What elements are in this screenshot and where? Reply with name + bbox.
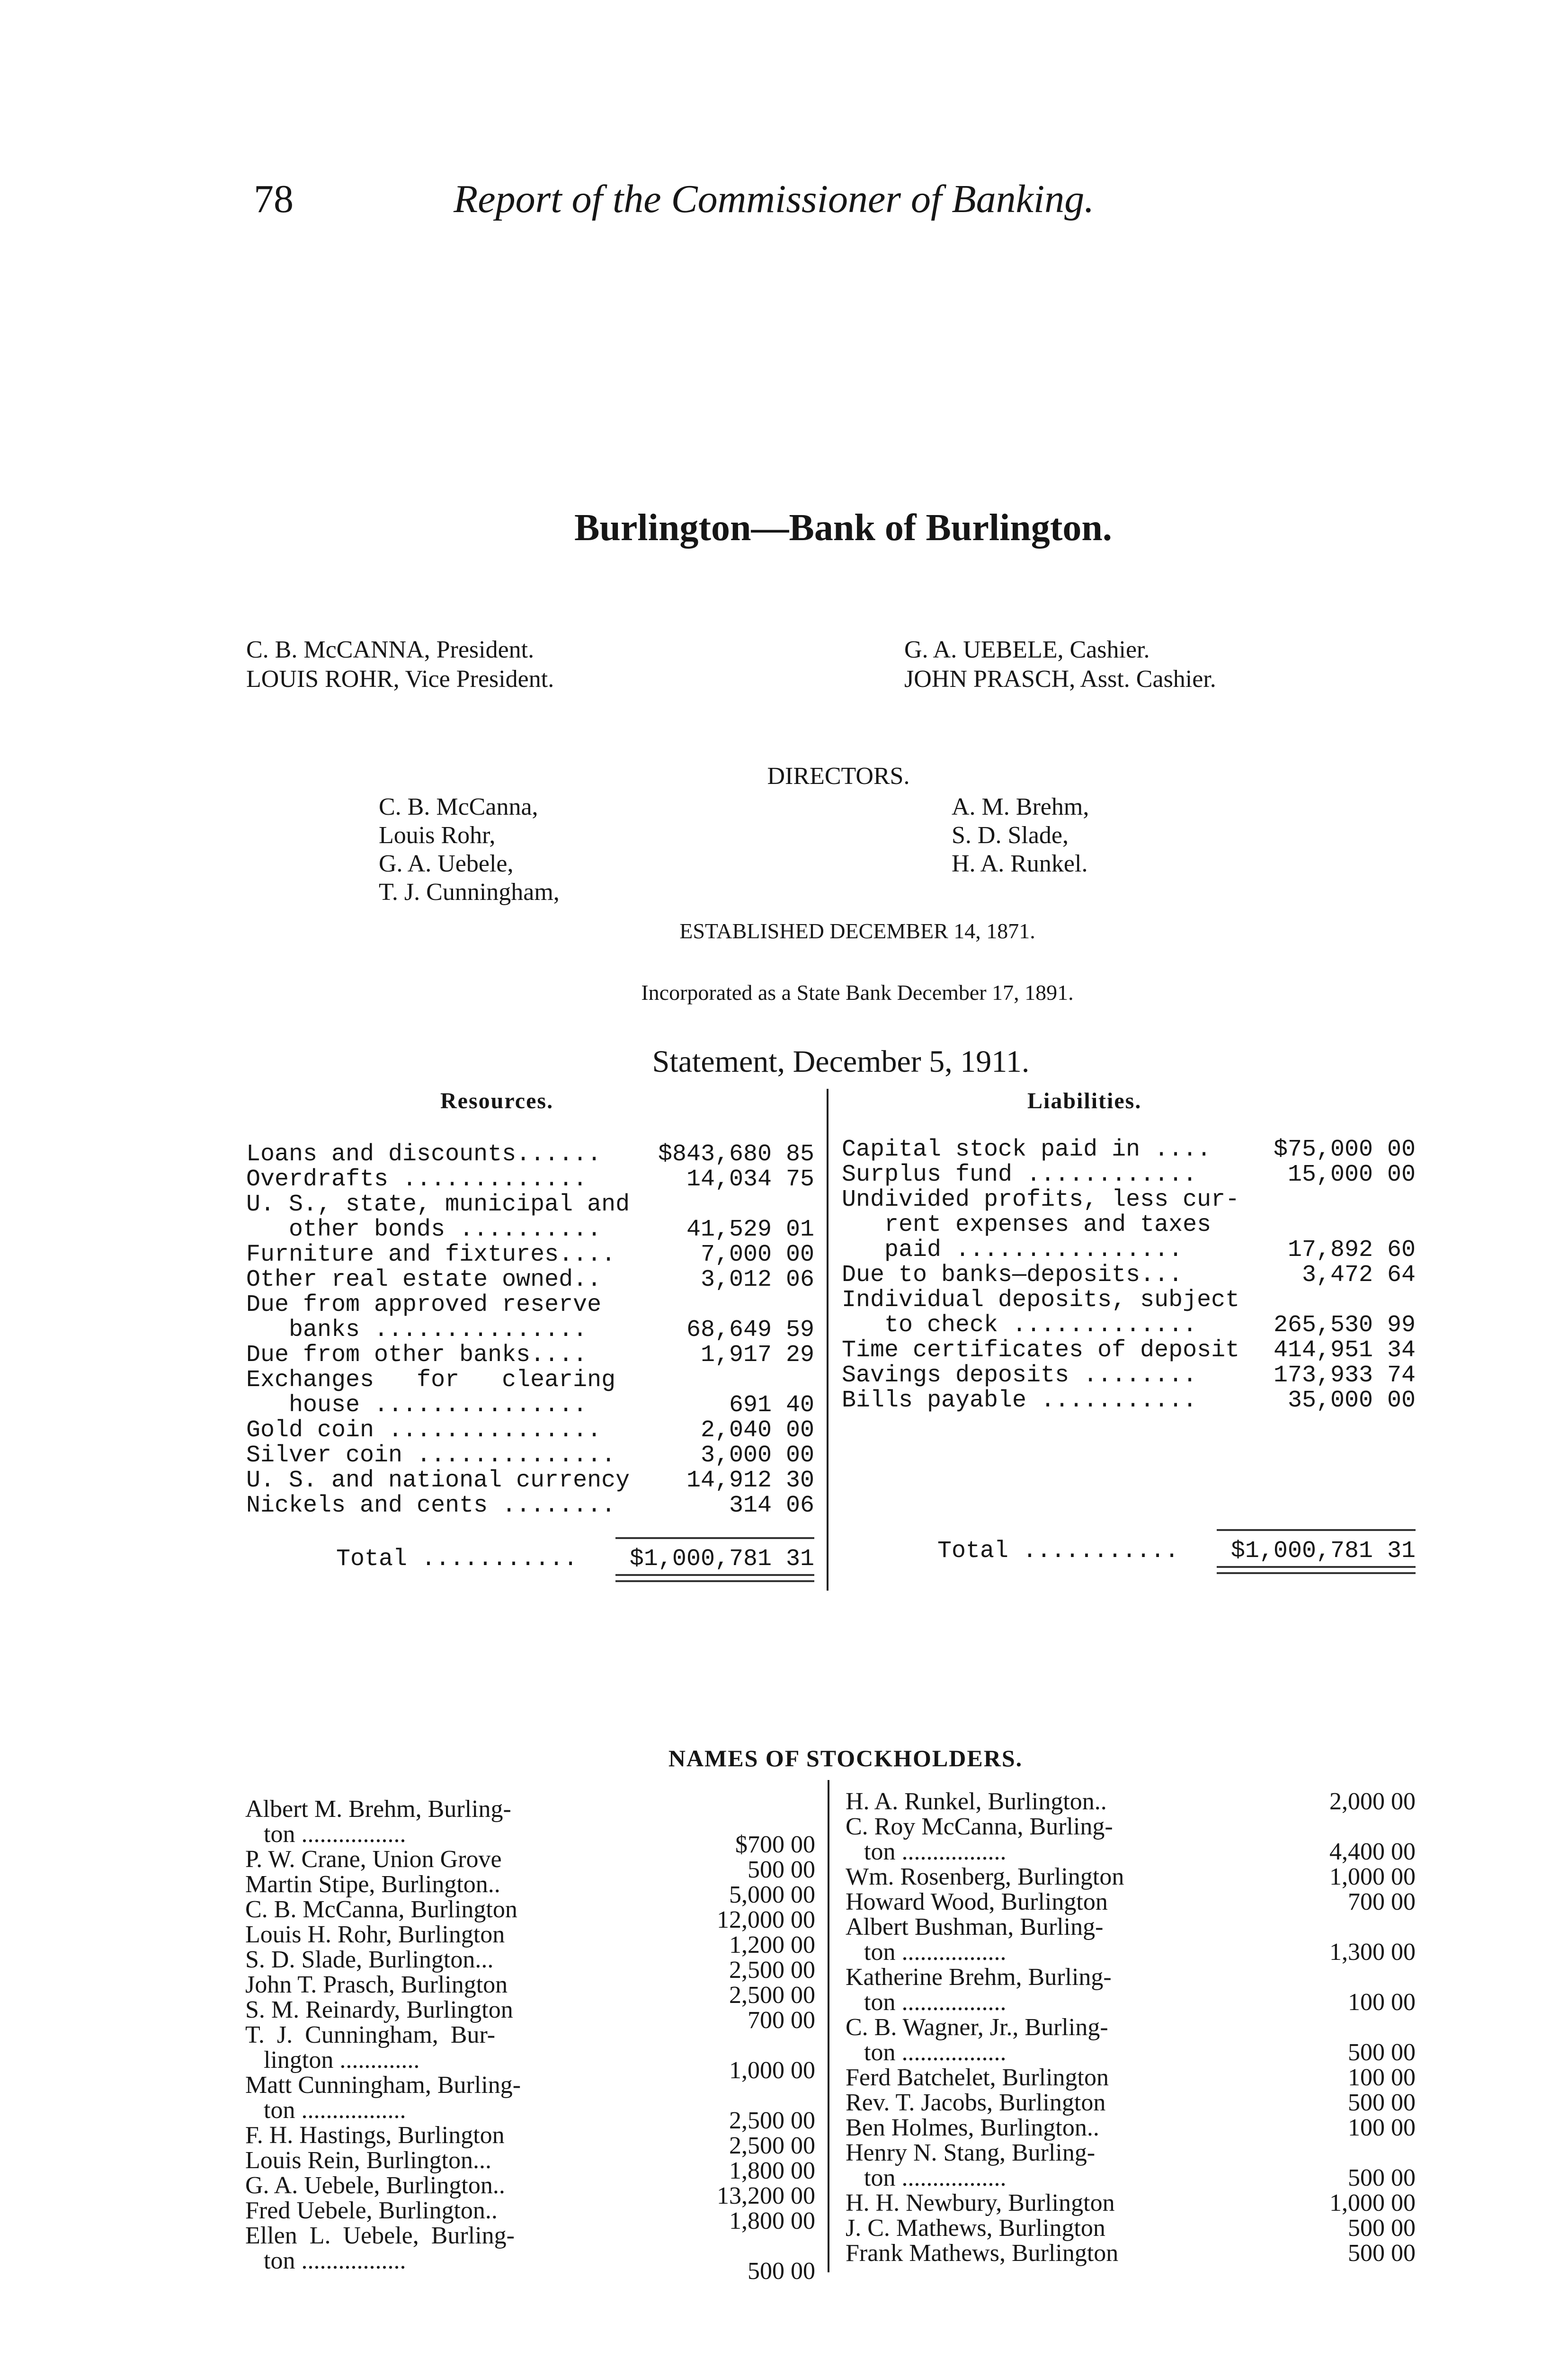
page-number: 78 bbox=[254, 177, 294, 221]
stockholder-row-label: Fred Uebele, Burlington.. bbox=[245, 2197, 498, 2224]
stockholder-row-label: ton ................. bbox=[846, 2164, 1007, 2191]
resource-row-amount: 14,912 30 bbox=[686, 1467, 814, 1494]
liability-row-label: to check ............. bbox=[842, 1312, 1197, 1339]
officers-left bbox=[246, 635, 554, 694]
liability-row-amount: 414,951 34 bbox=[1273, 1337, 1416, 1364]
officers-right bbox=[904, 635, 1216, 694]
statement-column-divider bbox=[827, 1089, 829, 1591]
running-title: Report of the Commissioner of Banking. bbox=[454, 177, 1095, 221]
liability-row-amount: 35,000 00 bbox=[1287, 1387, 1416, 1414]
stockholder-row-label: P. W. Crane, Union Grove bbox=[245, 1846, 502, 1873]
liability-row-amount: $75,000 00 bbox=[1273, 1136, 1416, 1163]
resource-row-amount: 41,529 01 bbox=[686, 1216, 814, 1243]
liabilities-heading: Liabilities. bbox=[1027, 1088, 1142, 1113]
stockholders-heading: NAMES OF STOCKHOLDERS. bbox=[668, 1745, 1023, 1771]
stockholder-row-label: Ellen L. Uebele, Burling- bbox=[245, 2222, 515, 2249]
resource-row-label: Loans and discounts...... bbox=[246, 1141, 602, 1168]
resource-row-amount: 1,917 29 bbox=[700, 1342, 814, 1369]
stockholder-row-amount: 500 00 bbox=[748, 2258, 815, 2285]
resource-row-label: Due from approved reserve bbox=[246, 1291, 602, 1318]
resource-row-label: Other real estate owned.. bbox=[246, 1266, 602, 1293]
resource-row-label: Furniture and fixtures.... bbox=[246, 1241, 616, 1268]
liability-row-amount: 265,530 99 bbox=[1273, 1312, 1416, 1339]
resources-total-double-rule bbox=[615, 1574, 814, 1582]
director-name: G. A. Uebele, bbox=[379, 850, 514, 877]
director-name: H. A. Runkel. bbox=[952, 850, 1088, 877]
resources-total-amount: $1,000,781 31 bbox=[629, 1546, 814, 1573]
stockholder-row-label: T. J. Cunningham, Bur- bbox=[245, 2021, 496, 2048]
liability-row-label: Undivided profits, less cur- bbox=[842, 1186, 1240, 1213]
resource-row-amount: 691 40 bbox=[729, 1392, 814, 1419]
stockholder-row-label: J. C. Mathews, Burlington bbox=[846, 2215, 1105, 2242]
stockholder-row-amount: $700 00 bbox=[735, 1831, 815, 1858]
officer-president: C. B. McCANNA, President. bbox=[246, 636, 535, 663]
stockholder-row-amount: 2,500 00 bbox=[729, 2132, 815, 2159]
stockholder-row-label: S. D. Slade, Burlington... bbox=[245, 1946, 494, 1973]
resource-row-amount: 314 06 bbox=[729, 1492, 814, 1519]
stockholder-row-amount: 1,000 00 bbox=[1329, 1863, 1416, 1890]
stockholder-row-amount: 2,000 00 bbox=[1329, 1788, 1416, 1815]
stockholder-row-amount: 500 00 bbox=[1348, 2164, 1416, 2191]
resource-row-label: Overdrafts ............. bbox=[246, 1166, 588, 1193]
resources-total-rule bbox=[615, 1537, 814, 1539]
stockholder-row-amount: 1,000 00 bbox=[729, 2057, 815, 2084]
stockholder-row-amount: 13,200 00 bbox=[717, 2182, 815, 2209]
resource-row-amount: $843,680 85 bbox=[658, 1141, 814, 1168]
stockholder-row-label: ton ................. bbox=[245, 2247, 406, 2274]
stockholder-row-label: John T. Prasch, Burlington bbox=[245, 1971, 508, 1998]
resource-row-amount: 2,040 00 bbox=[700, 1417, 814, 1444]
stockholder-row-label: ton ................. bbox=[245, 2097, 406, 2124]
resource-row-amount: 68,649 59 bbox=[686, 1317, 814, 1344]
resource-row-label: Exchanges for clearing bbox=[246, 1367, 616, 1394]
stockholder-row-amount: 700 00 bbox=[748, 2007, 815, 2034]
stockholder-row-label: Wm. Rosenberg, Burlington bbox=[846, 1863, 1124, 1890]
stockholder-row-amount: 500 00 bbox=[748, 1856, 815, 1883]
stockholder-row-label: H. A. Runkel, Burlington.. bbox=[846, 1788, 1107, 1815]
resource-row-label: Due from other banks.... bbox=[246, 1342, 588, 1369]
resource-row-amount: 7,000 00 bbox=[700, 1241, 814, 1268]
stockholder-row-label: Albert Bushman, Burling- bbox=[846, 1913, 1104, 1940]
stockholder-row-label: Rev. T. Jacobs, Burlington bbox=[846, 2089, 1106, 2116]
stockholder-row-label: Frank Mathews, Burlington bbox=[846, 2240, 1119, 2267]
resource-row-label: U. S., state, municipal and bbox=[246, 1191, 630, 1218]
director-name: C. B. McCanna, bbox=[379, 793, 538, 820]
liability-row-amount: 15,000 00 bbox=[1287, 1161, 1416, 1188]
stockholder-row-amount: 2,500 00 bbox=[729, 1957, 815, 1984]
resources-total-label: Total ........... bbox=[336, 1546, 578, 1573]
stockholder-row-label: C. Roy McCanna, Burling- bbox=[846, 1813, 1113, 1840]
liability-row-label: rent expenses and taxes bbox=[842, 1211, 1212, 1238]
stockholder-row-label: Martin Stipe, Burlington.. bbox=[245, 1871, 500, 1898]
director-name: Louis Rohr, bbox=[379, 822, 496, 849]
stockholder-row-label: S. M. Reinardy, Burlington bbox=[245, 1996, 513, 2023]
stockholder-row-label: F. H. Hastings, Burlington bbox=[245, 2122, 505, 2149]
resource-row-label: house ............... bbox=[246, 1392, 588, 1419]
resource-row-amount: 3,000 00 bbox=[700, 1442, 814, 1469]
directors-heading: DIRECTORS. bbox=[767, 763, 910, 790]
stockholder-row-amount: 700 00 bbox=[1348, 1888, 1416, 1915]
liability-row-label: Individual deposits, subject bbox=[842, 1287, 1240, 1314]
stockholder-row-label: ton ................. bbox=[846, 2039, 1007, 2066]
stockholder-row-amount: 500 00 bbox=[1348, 2039, 1416, 2066]
liability-row-label: Savings deposits ........ bbox=[842, 1362, 1197, 1389]
stockholder-row-amount: 100 00 bbox=[1348, 2114, 1416, 2141]
stockholder-row-label: lington ............. bbox=[245, 2047, 420, 2073]
directors-right bbox=[952, 793, 1089, 878]
stockholder-row-label: ton ................. bbox=[846, 1989, 1007, 2016]
stockholder-row-label: Louis H. Rohr, Burlington bbox=[245, 1921, 505, 1948]
stockholder-row-amount: 1,000 00 bbox=[1329, 2189, 1416, 2216]
stockholder-row-amount: 12,000 00 bbox=[717, 1906, 815, 1933]
stockholders-column-divider bbox=[828, 1780, 829, 2272]
bank-title: Burlington—Bank of Burlington. bbox=[574, 507, 1112, 549]
liabilities-total-double-rule bbox=[1217, 1566, 1416, 1574]
liability-row-amount: 17,892 60 bbox=[1287, 1237, 1416, 1264]
directors-left bbox=[379, 793, 560, 907]
stockholder-row-amount: 500 00 bbox=[1348, 2215, 1416, 2242]
stockholder-row-amount: 100 00 bbox=[1348, 1989, 1416, 2016]
stockholder-row-label: Henry N. Stang, Burling- bbox=[846, 2139, 1096, 2166]
stockholder-row-amount: 1,300 00 bbox=[1329, 1939, 1416, 1966]
liability-row-label: Due to banks—deposits... bbox=[842, 1262, 1183, 1289]
stockholder-row-amount: 2,500 00 bbox=[729, 2107, 815, 2134]
stockholder-row-amount: 4,400 00 bbox=[1329, 1838, 1416, 1865]
resource-row-amount: 3,012 06 bbox=[700, 1266, 814, 1293]
established-date: ESTABLISHED DECEMBER 14, 1871. bbox=[679, 919, 1035, 943]
liability-row-amount: 3,472 64 bbox=[1301, 1262, 1416, 1289]
stockholder-row-label: Ferd Batchelet, Burlington bbox=[846, 2064, 1109, 2091]
stockholder-row-label: Matt Cunningham, Burling- bbox=[245, 2072, 521, 2099]
officer-vice-president: LOUIS ROHR, Vice President. bbox=[246, 666, 554, 693]
stockholder-row-label: C. B. McCanna, Burlington bbox=[245, 1896, 517, 1923]
statement-title: Statement, December 5, 1911. bbox=[652, 1044, 1030, 1079]
liability-row-label: Capital stock paid in .... bbox=[842, 1136, 1212, 1163]
liabilities-total-amount: $1,000,781 31 bbox=[1230, 1538, 1416, 1565]
liability-row-label: Bills payable ........... bbox=[842, 1387, 1197, 1414]
stockholder-row-label: H. H. Newbury, Burlington bbox=[846, 2189, 1115, 2216]
liability-row-label: paid ................ bbox=[842, 1237, 1183, 1264]
director-name: T. J. Cunningham, bbox=[379, 879, 560, 906]
stockholder-row-amount: 1,800 00 bbox=[729, 2207, 815, 2234]
stockholder-row-amount: 500 00 bbox=[1348, 2240, 1416, 2267]
stockholder-row-label: Howard Wood, Burlington bbox=[846, 1888, 1108, 1915]
officer-asst-cashier: JOHN PRASCH, Asst. Cashier. bbox=[904, 666, 1216, 693]
resources-heading: Resources. bbox=[440, 1088, 554, 1113]
liabilities-total-rule bbox=[1217, 1529, 1416, 1531]
stockholder-row-amount: 1,800 00 bbox=[729, 2157, 815, 2184]
director-name: A. M. Brehm, bbox=[952, 793, 1089, 820]
stockholder-row-label: Louis Rein, Burlington... bbox=[245, 2147, 491, 2174]
liability-row-label: Time certificates of deposit bbox=[842, 1337, 1240, 1364]
officer-cashier: G. A. UEBELE, Cashier. bbox=[904, 636, 1150, 663]
resource-row-label: Silver coin .............. bbox=[246, 1442, 616, 1469]
liabilities-total-label: Total ........... bbox=[937, 1538, 1179, 1565]
stockholder-row-label: C. B. Wagner, Jr., Burling- bbox=[846, 2014, 1108, 2041]
liability-row-amount: 173,933 74 bbox=[1273, 1362, 1416, 1389]
stockholder-row-amount: 500 00 bbox=[1348, 2089, 1416, 2116]
stockholder-row-label: G. A. Uebele, Burlington.. bbox=[245, 2172, 505, 2199]
stockholder-row-amount: 100 00 bbox=[1348, 2064, 1416, 2091]
stockholder-row-label: Katherine Brehm, Burling- bbox=[846, 1964, 1112, 1991]
resource-row-label: banks ............... bbox=[246, 1317, 588, 1344]
resource-row-label: Gold coin ............... bbox=[246, 1417, 602, 1444]
stockholder-row-amount: 5,000 00 bbox=[729, 1881, 815, 1908]
stockholder-row-amount: 1,200 00 bbox=[729, 1931, 815, 1958]
resource-row-amount: 14,034 75 bbox=[686, 1166, 814, 1193]
resource-row-label: Nickels and cents ........ bbox=[246, 1492, 616, 1519]
stockholder-row-label: ton ................. bbox=[245, 1821, 406, 1848]
resource-row-label: other bonds .......... bbox=[246, 1216, 602, 1243]
stockholder-row-label: ton ................. bbox=[846, 1939, 1007, 1966]
stockholder-row-amount: 2,500 00 bbox=[729, 1982, 815, 2009]
stockholder-row-label: Ben Holmes, Burlington.. bbox=[846, 2114, 1099, 2141]
stockholder-row-label: Albert M. Brehm, Burling- bbox=[245, 1796, 511, 1823]
resource-row-label: U. S. and national currency bbox=[246, 1467, 630, 1494]
incorporated-date: Incorporated as a State Bank December 17, 1891. bbox=[641, 980, 1074, 1005]
stockholder-row-label: ton ................. bbox=[846, 1838, 1007, 1865]
liability-row-label: Surplus fund ............ bbox=[842, 1161, 1197, 1188]
director-name: S. D. Slade, bbox=[952, 822, 1069, 849]
